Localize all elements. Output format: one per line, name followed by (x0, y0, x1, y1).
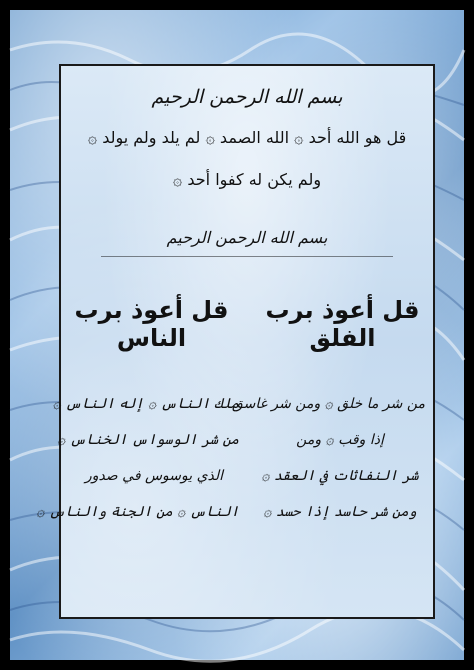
nas-verse: من شر الوسواس الخناس ۞ (57, 432, 239, 448)
nas-verse: ملك الناس ۞ إله الناس ۞ (52, 396, 239, 412)
surah-falaq-heading: قل أعوذ برب الفلق (265, 296, 420, 352)
falaq-verse: شر النفاثات في العقد ۞ (261, 468, 419, 484)
surah-nas-verses (36, 386, 239, 530)
calligraphy-panel (36, 64, 435, 619)
nas-verse: الذي يوسوس في صدور (84, 468, 224, 484)
surah-falaq-verses (231, 386, 425, 530)
surah-ikhlas-line-1: قل هو الله أحد ۞ الله الصمد ۞ لم يلد ولم يولد ۞ (87, 128, 407, 147)
surah-ikhlas-line-2: ولم يكن له كفوا أحد ۞ (172, 170, 322, 189)
water-background (10, 10, 464, 660)
nas-verse: الناس ۞ من الجنة والناس ۞ (36, 504, 239, 520)
basmala-middle: بسم الله الرحمن الرحيم (166, 228, 328, 247)
falaq-verse: ومن شر حاسد إذا حسد ۞ (263, 504, 417, 520)
falaq-verse: إذا وقب ۞ ومن (296, 432, 384, 448)
basmala-top: بسم الله الرحمن الرحيم (151, 86, 343, 108)
surah-nas-heading: قل أعوذ برب الناس (74, 296, 229, 352)
divider-line (101, 256, 393, 257)
falaq-verse: من شر ما خلق ۞ ومن شر غاسق (231, 396, 425, 412)
